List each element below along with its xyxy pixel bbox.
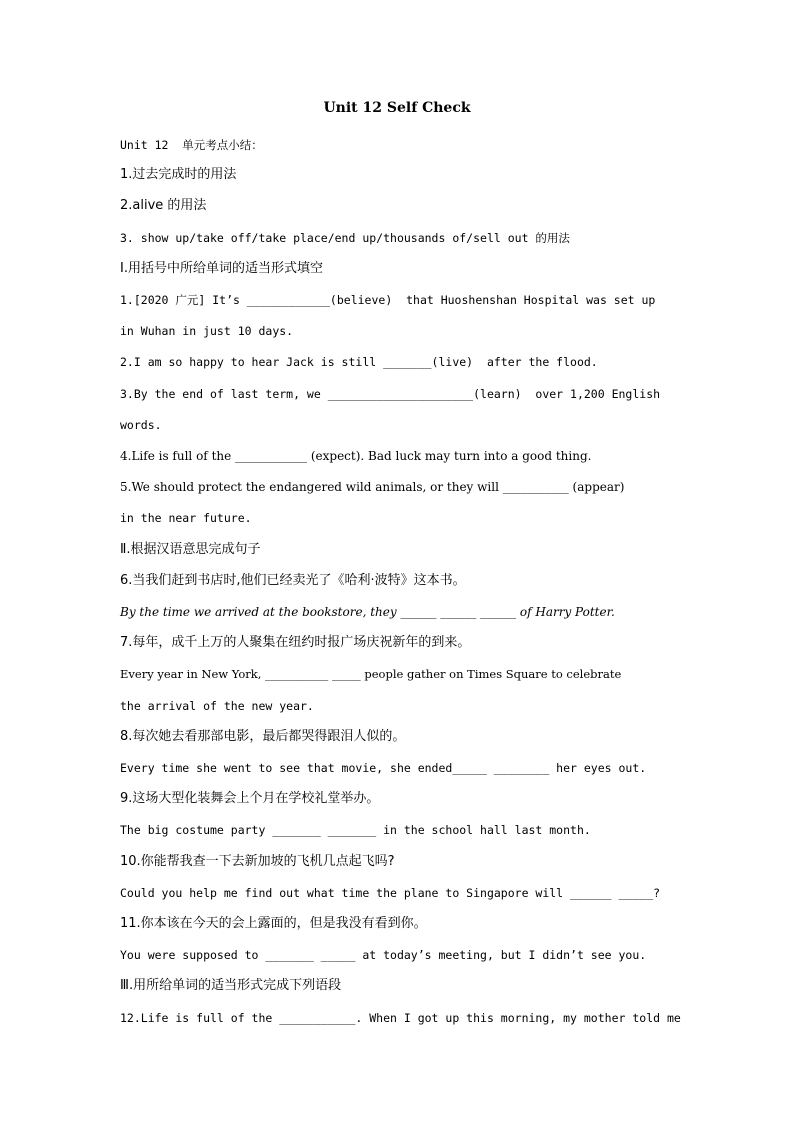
question-7-english-cont: the arrival of the new year. [120, 699, 314, 713]
summary-point-3: 3. show up/take off/take place/end up/thousands of/sell out 的用法 [120, 231, 570, 245]
question-12: 12.Life is full of the ___________. When I got up this morning, my mother told me [120, 1011, 681, 1025]
question-2: 2.I am so happy to hear Jack is still _______(live) after the flood. [120, 355, 598, 369]
page-title: Unit 12 Self Check [323, 100, 471, 116]
question-5-cont: in the near future. [120, 511, 252, 525]
question-10-chinese: 10.你能帮我查一下去新加坡的飞机几点起飞吗? [120, 854, 395, 869]
question-3: 3.By the end of last term, we _____________________(learn) over 1,200 English [120, 387, 661, 401]
summary-point-1: 1.过去完成时的用法 [120, 167, 237, 182]
question-10-english: Could you help me find out what time the plane to Singapore will ______ _____? [120, 886, 661, 900]
section-3-heading: Ⅲ.用所给单词的适当形式完成下列语段 [120, 978, 342, 993]
question-9-english: The big costume party _______ _______ in the school hall last month. [120, 823, 591, 837]
question-1-cont: in Wuhan in just 10 days. [120, 324, 294, 338]
section-2-heading: Ⅱ.根据汉语意思完成句子 [120, 542, 261, 557]
question-11-english: You were supposed to _______ _____ at today’s meeting, but I didn’t see you. [120, 948, 647, 962]
question-8-english: Every time she went to see that movie, she ended_____ ________ her eyes out. [120, 761, 647, 775]
question-5: 5.We should protect the endangered wild animals, or they will ___________ (appear) [120, 480, 625, 494]
question-7-english: Every year in New York, ___________ _____ people gather on Times Square to celebrate [120, 667, 622, 681]
question-8-chinese: 8.每次她去看那部电影，最后都哭得跟泪人似的。 [120, 729, 406, 744]
question-1: 1.[2020 广元] It’s ____________(believe) that Huoshenshan Hospital was set up [120, 293, 656, 307]
summary-point-2: 2.alive 的用法 [120, 198, 207, 213]
unit-summary-heading: Unit 12 单元考点小结： [120, 138, 263, 152]
question-6-chinese: 6.当我们赶到书店时,他们已经卖光了《哈利·波特》这本书。 [120, 573, 466, 588]
question-7-chinese: 7.每年，成千上万的人聚集在纽约时报广场庆祝新年的到来。 [120, 635, 471, 650]
question-9-chinese: 9.这场大型化装舞会上个月在学校礼堂举办。 [120, 791, 380, 806]
question-4: 4.Life is full of the ____________ (expect). Bad luck may turn into a good thing. [120, 449, 592, 463]
question-11-chinese: 11.你本该在今天的会上露面的，但是我没有看到你。 [120, 916, 427, 931]
question-6-english: By the time we arrived at the bookstore, they ______ ______ ______ of Harry Potter. [120, 605, 615, 619]
section-1-heading: Ⅰ.用括号中所给单词的适当形式填空 [120, 261, 323, 276]
question-3-cont: words. [120, 418, 162, 432]
